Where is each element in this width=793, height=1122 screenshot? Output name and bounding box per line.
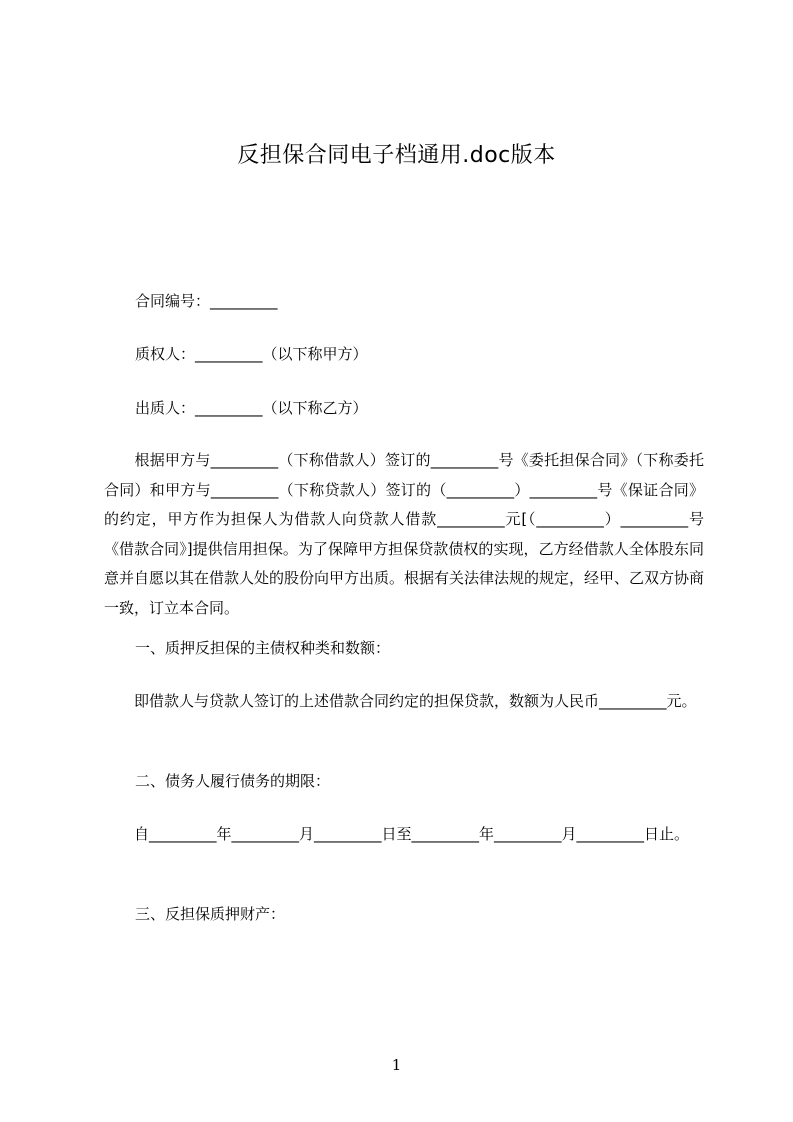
document-title: 反担保合同电子档通用.doc版本 <box>237 143 556 168</box>
page-number: 1 <box>391 1056 402 1074</box>
section-1-heading: 一、质押反担保的主债权种类和数额： <box>135 639 391 657</box>
intro-paragraph: 根据甲方与_________（下称借款人）签订的_________号《委托担保合同》（下称委托合同）和甲方与_________（下称贷款人）签订的（_________）_________号《保证合同》的约定，甲方作为担保人为借款人向贷款人借款_________元[（_________）_________号《借款合同》]提供信用担保。为了保障甲方担保贷款债权的实现，乙方经借款人全体股东同意并自愿以其在借款人处的股份向甲方出质。根据有关法律法规的规定，经甲、乙双方协商一致，订立本合同。 <box>104 451 705 617</box>
section-3-heading: 三、反担保质押财产： <box>135 905 286 923</box>
pledgee-line: 质权人：_________（以下称甲方） <box>135 345 368 363</box>
section-1-body: 即借款人与贷款人签订的上述借款合同约定的担保贷款，数额为人民币_________元。 <box>104 692 697 710</box>
section-2-heading: 二、债务人履行债务的期限： <box>135 772 331 790</box>
contract-number-line: 合同编号：_________ <box>135 292 278 310</box>
pledgor-line: 出质人：_________（以下称乙方） <box>135 399 368 417</box>
section-2-body: 自_________年_________月_________日至_________年_________月_________日止。 <box>104 825 690 843</box>
